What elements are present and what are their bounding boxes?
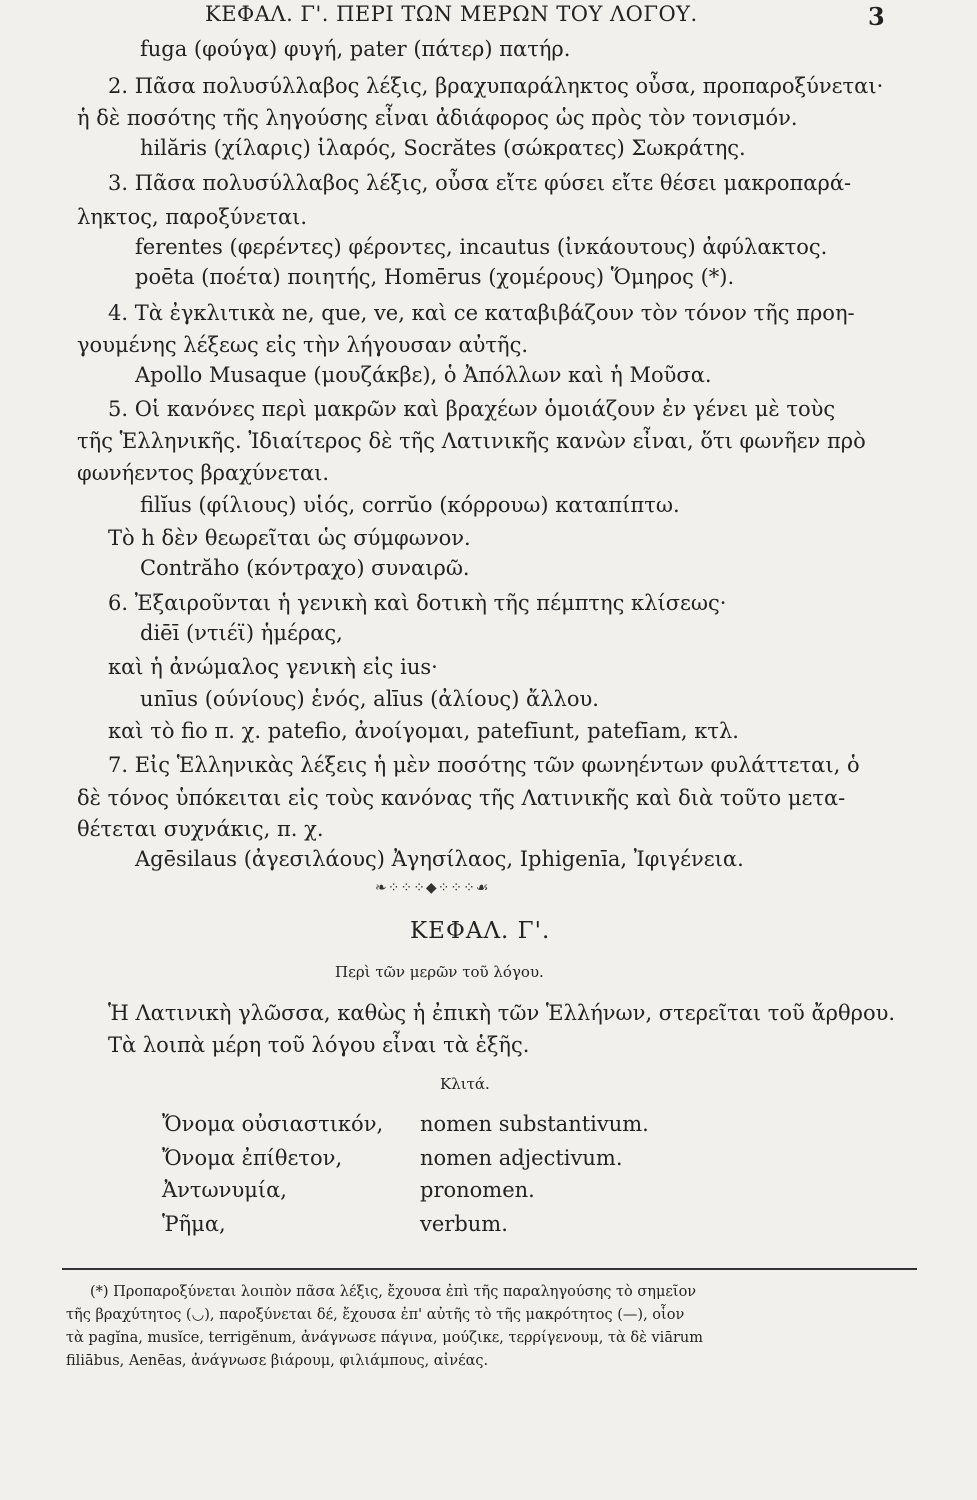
body-line: hilăris (χίλαρις) ἱλαρός, Socrătes (σώκρατες) Σωκράτης.	[140, 136, 746, 160]
running-header: ΚΕΦΑΛ. Γ'. ΠΕΡΙ ΤΩΝ ΜΕΡΩΝ ΤΟΥ ΛΟΓΟΥ.	[205, 2, 698, 26]
footnote-line: filiābus, Aenēas, ἀνάγνωσε βιάρουμ, φιλιάμπους, αἰνέας.	[66, 1353, 489, 1369]
chapter-subtitle: Περὶ τῶν μερῶν τοῦ λόγου.	[335, 963, 544, 981]
body-line: Contrăho (κόντραχο) συναιρῶ.	[140, 556, 470, 580]
body-line: 3. Πᾶσα πολυσύλλαβος λέξις, οὖσα εἴτε φύσει εἴτε θέσει μακροπαρά-	[108, 171, 852, 195]
table-row-greek: Ὄνομα ἐπίθετον,	[162, 1146, 343, 1170]
table-row-greek: Ὄνομα οὐσιαστικόν,	[162, 1112, 384, 1136]
section-label: Κλιτά.	[440, 1075, 490, 1093]
chapter-intro-line: Ἡ Λατινικὴ γλῶσσα, καθὼς ἡ ἐπικὴ τῶν Ἑλλήνων, στερεῖται τοῦ ἄρθρου.	[108, 1001, 896, 1025]
body-line: fuga (φούγα) φυγή, pater (πάτερ) πατήρ.	[140, 37, 571, 61]
table-row-latin: verbum.	[420, 1212, 508, 1236]
table-row-greek: Ῥῆμα,	[162, 1212, 226, 1236]
page-number: 3	[868, 2, 885, 31]
body-line: diēī (ντιέϊ) ἡμέρας,	[140, 621, 343, 645]
table-row-greek: Ἀντωνυμία,	[162, 1178, 287, 1202]
body-line: 4. Τὰ ἐγκλιτικὰ ne, que, ve, καὶ ce καταβιβάζουν τὸν τόνον τῆς προη-	[108, 301, 855, 325]
body-line: δὲ τόνος ὑπόκειται εἰς τοὺς κανόνας τῆς Λατινικῆς καὶ διὰ τοῦτο μετα-	[77, 786, 846, 810]
body-line: 2. Πᾶσα πολυσύλλαβος λέξις, βραχυπαράληκτος οὖσα, προπαροξύνεται·	[108, 74, 884, 98]
body-line: καὶ τὸ fio π. χ. patefio, ἀνοίγομαι, patefīunt, patefīam, κτλ.	[108, 719, 739, 743]
body-line: φωνήεντος βραχύνεται.	[77, 461, 330, 485]
body-line: 7. Εἰς Ἑλληνικὰς λέξεις ἡ μὲν ποσότης τῶν φωνηέντων φυλάττεται, ὁ	[108, 753, 860, 777]
body-line: Apollo Musaque (μουζάκβε), ὁ Ἀπόλλων καὶ ἡ Μοῦσα.	[135, 363, 712, 387]
body-line: ληκτος, παροξύνεται.	[77, 205, 308, 229]
body-line: 6. Ἐξαιροῦνται ἡ γενικὴ καὶ δοτικὴ τῆς πέμπτης κλίσεως·	[108, 591, 727, 615]
footnote-line: τὰ pagĭna, musĭce, terrigĕnum, ἀνάγνωσε πάγινα, μούζικε, τερρίγενουμ, τὰ δὲ viārum	[66, 1330, 703, 1346]
body-line: Agēsilaus (ἀγεσιλάους) Ἀγησίλαος, Iphigenīa, Ἰφιγένεια.	[135, 847, 744, 871]
chapter-title: ΚΕΦΑΛ. Γ'.	[410, 918, 551, 944]
table-row-latin: nomen adjectivum.	[420, 1146, 623, 1170]
footnote-line: (*) Προπαροξύνεται λοιπὸν πᾶσα λέξις, ἔχουσα ἐπὶ τῆς παραληγούσης τὸ σημεῖον	[90, 1284, 697, 1300]
body-line: filĭus (φίλιους) υἱός, corrŭo (κόρρουω) καταπίπτω.	[140, 493, 680, 517]
table-row-latin: nomen substantivum.	[420, 1112, 649, 1136]
body-line: γουμένης λέξεως εἰς τὴν λήγουσαν αὐτῆς.	[77, 333, 529, 357]
body-line: θέτεται συχνάκις, π. χ.	[77, 817, 324, 841]
footnote-line: τῆς βραχύτητος (◡), παροξύνεται δέ, ἔχουσα ἐπ' αὐτῆς τὸ τῆς μακρότητος (—), οἷον	[66, 1307, 685, 1323]
table-row-latin: pronomen.	[420, 1178, 535, 1202]
body-line: τῆς Ἑλληνικῆς. Ἰδιαίτερος δὲ τῆς Λατινικῆς κανὼν εἶναι, ὅτι φωνῆεν πρὸ	[77, 429, 866, 453]
body-line: ἡ δὲ ποσότης τῆς ληγούσης εἶναι ἀδιάφορος ὡς πρὸς τὸν τονισμόν.	[77, 106, 798, 130]
body-line: Τὸ h δὲν θεωρεῖται ὡς σύμφωνον.	[108, 526, 471, 550]
body-line: unīus (ούνίους) ἑνός, alīus (ἀλίους) ἄλλου.	[140, 687, 599, 711]
chapter-intro-line: Τὰ λοιπὰ μέρη τοῦ λόγου εἶναι τὰ ἑξῆς.	[108, 1033, 530, 1057]
body-line: καὶ ἡ ἀνώμαλος γενικὴ εἰς ius·	[108, 655, 438, 679]
body-line: 5. Οἱ κανόνες περὶ μακρῶν καὶ βραχέων ὁμοιάζουν ἐν γένει μὲ τοὺς	[108, 397, 836, 421]
body-line: ferentes (φερέντες) φέροντες, incautus (ἰνκάουτους) ἀφύλακτος.	[135, 235, 828, 259]
body-line: poēta (ποέτα) ποιητής, Homērus (χομέρους) Ὅμηρος (*).	[135, 265, 735, 289]
decorative-divider: ❧⁘⁘⁘◆⁘⁘⁘☙	[375, 880, 490, 896]
footnote-rule	[62, 1268, 917, 1270]
